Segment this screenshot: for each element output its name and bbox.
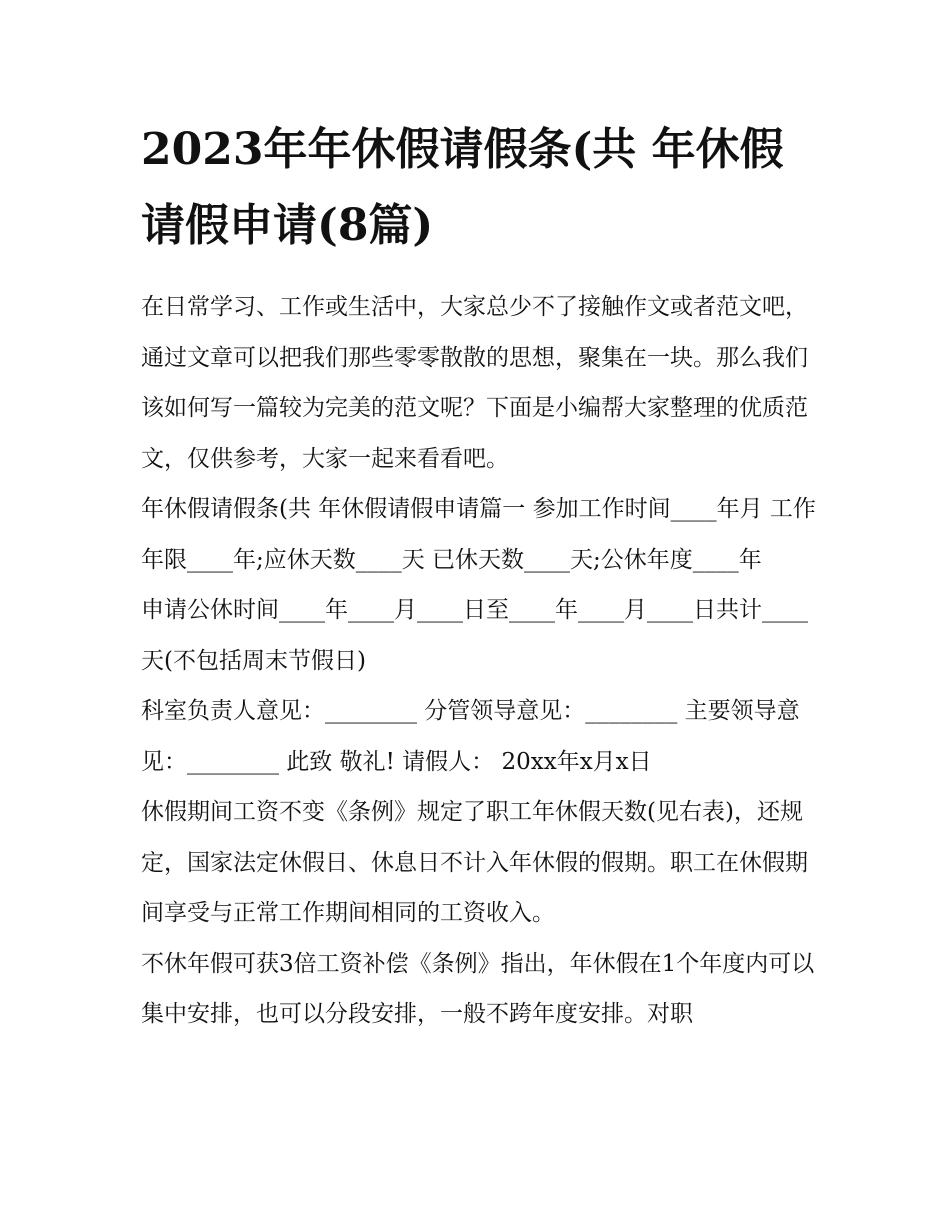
paragraph-compensation: 不休年假可获3倍工资补偿《条例》指出，年休假在1个年度内可以集中安排，也可以分段安排，一般不跨年度安排。对职: [141, 950, 815, 1027]
document-page: [141, 112, 816, 1040]
paragraph-work-info: 年休假请假条(共 年休假请假申请篇一 参加工作时间____年月 工作年限____年;应休天数____天 已休天数____天;公休年度____年: [141, 496, 816, 573]
paragraph-intro: 在日常学习、工作或生活中，大家总少不了接触作文或者范文吧，通过文章可以把我们那些零零散散的思想，聚集在一块。那么我们该如何写一篇较为完美的范文呢？下面是小编帮大家整理的优质范文，仅供参考，大家一起来看看吧。: [141, 294, 808, 472]
document-body: [141, 282, 816, 1040]
document-title: 2023年年休假请假条(共 年休假请假申请(8篇): [141, 124, 784, 251]
paragraph-leave-period: 申请公休时间____年____月____日至____年____月____日共计____天(不包括周末节假日): [141, 597, 808, 674]
paragraph-approvals: 科室负责人意见：________ 分管领导意见：________ 主要领导意见：________ 此致 敬礼! 请假人： 20xx年x月x日: [141, 698, 800, 775]
paragraph-salary: 休假期间工资不变《条例》规定了职工年休假天数(见右表)，还规定，国家法定休假日、休息日不计入年休假的假期。职工在休假期间享受与正常工作期间相同的工资收入。: [141, 799, 808, 926]
